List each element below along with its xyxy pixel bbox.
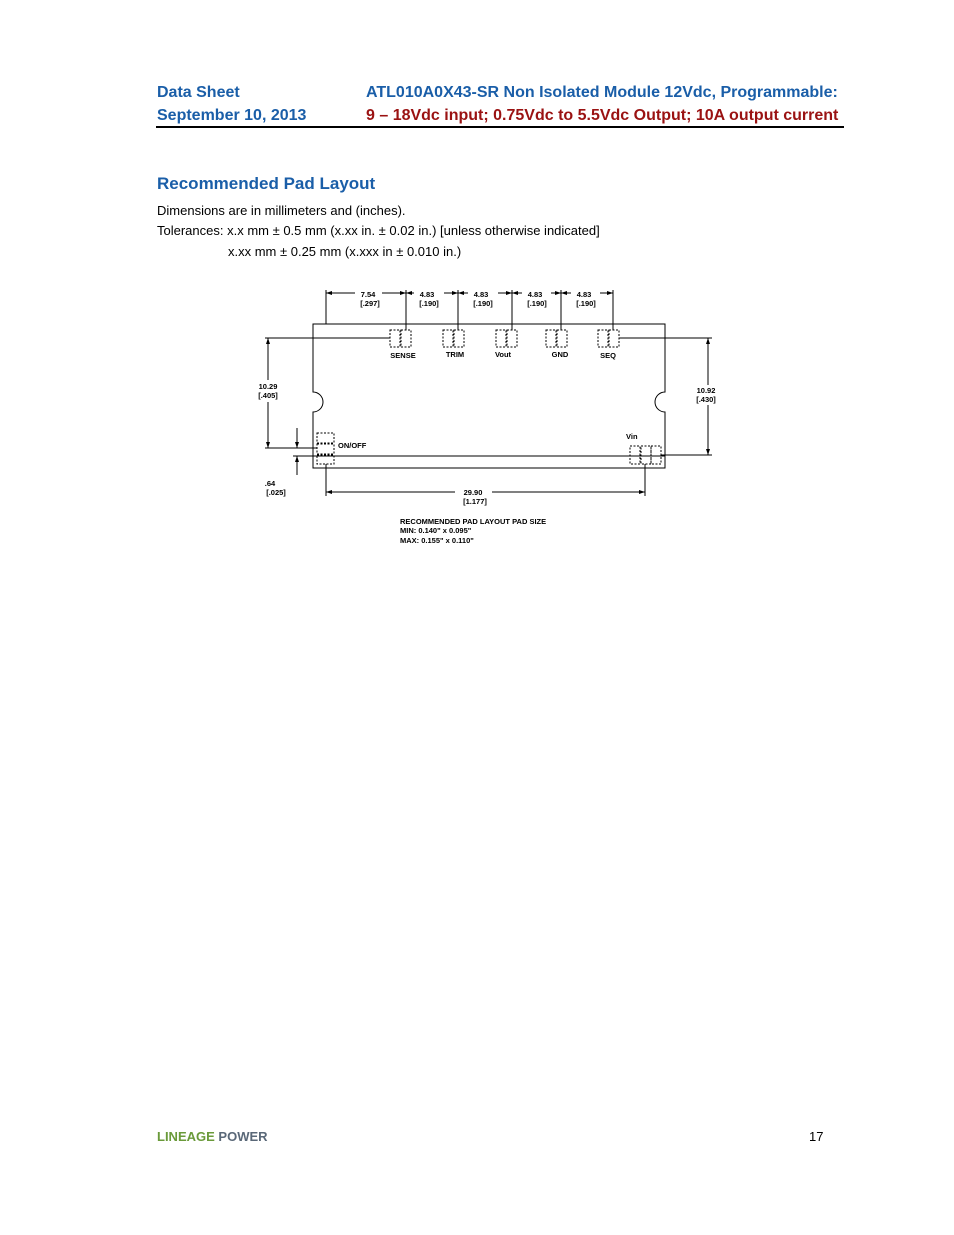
top-dim-1-in: [.297] — [360, 299, 380, 308]
product-title: ATL010A0X43-SR Non Isolated Module 12Vdc, Programmable: — [366, 84, 838, 101]
right-dim-in: [.430] — [696, 395, 716, 404]
footer-brand-lineage: LINEAGE — [157, 1129, 215, 1144]
footer-brand — [157, 1129, 268, 1144]
bottom-dim-mm: 29.90 — [463, 488, 483, 497]
top-dim-4-in: [.190] — [527, 299, 547, 308]
pin-label-sense: SENSE — [390, 351, 416, 360]
vin-label: Vin — [626, 432, 638, 441]
top-dim-1-mm: 7.54 — [360, 290, 376, 299]
footer-brand-power: POWER — [218, 1129, 268, 1144]
top-dim-2-mm: 4.83 — [419, 290, 435, 299]
top-dim-3-in: [.190] — [473, 299, 493, 308]
top-dim-3-mm: 4.83 — [473, 290, 489, 299]
section-title: Recommended Pad Layout — [157, 174, 376, 193]
page-number: 17 — [809, 1129, 824, 1144]
onoff-label: ON/OFF — [338, 441, 367, 450]
pin-label-vout: Vout — [494, 350, 512, 359]
pad-size-max: MAX: 0.155" x 0.110" — [400, 536, 474, 545]
doc-type: Data Sheet — [157, 84, 240, 101]
pin-label-trim: TRIM — [445, 350, 465, 359]
left-dim-in: [.405] — [258, 391, 278, 400]
product-subtitle: 9 – 18Vdc input; 0.75Vdc to 5.5Vdc Output; 10A output current — [366, 107, 839, 124]
right-dim-mm: 10.92 — [696, 386, 716, 395]
pin-label-gnd: GND — [551, 350, 569, 359]
pin-label-seq: SEQ — [600, 351, 616, 360]
pad-size-min: MIN: 0.140" x 0.095" — [400, 526, 472, 535]
top-dim-2-in: [.190] — [419, 299, 439, 308]
tolerance-line-1: Tolerances: x.x mm ± 0.5 mm (x.xx in. ± 0.02 in.) [unless otherwise indicated] — [157, 223, 600, 238]
bottom-dim-in: [1.177] — [463, 497, 487, 506]
tolerance-line-2: x.xx mm ± 0.25 mm (x.xxx in ± 0.010 in.) — [228, 244, 462, 259]
top-dim-5-mm: 4.83 — [576, 290, 592, 299]
top-dim-5-in: [.190] — [576, 299, 596, 308]
pad-size-title: RECOMMENDED PAD LAYOUT PAD SIZE — [400, 517, 547, 526]
small-dim-in: [.025] — [266, 488, 286, 497]
doc-date: September 10, 2013 — [157, 107, 307, 124]
dimensions-note: Dimensions are in millimeters and (inches). — [157, 203, 406, 218]
top-dim-4-mm: 4.83 — [527, 290, 543, 299]
left-dim-mm: 10.29 — [258, 382, 278, 391]
small-dim-mm: .64 — [264, 479, 276, 488]
